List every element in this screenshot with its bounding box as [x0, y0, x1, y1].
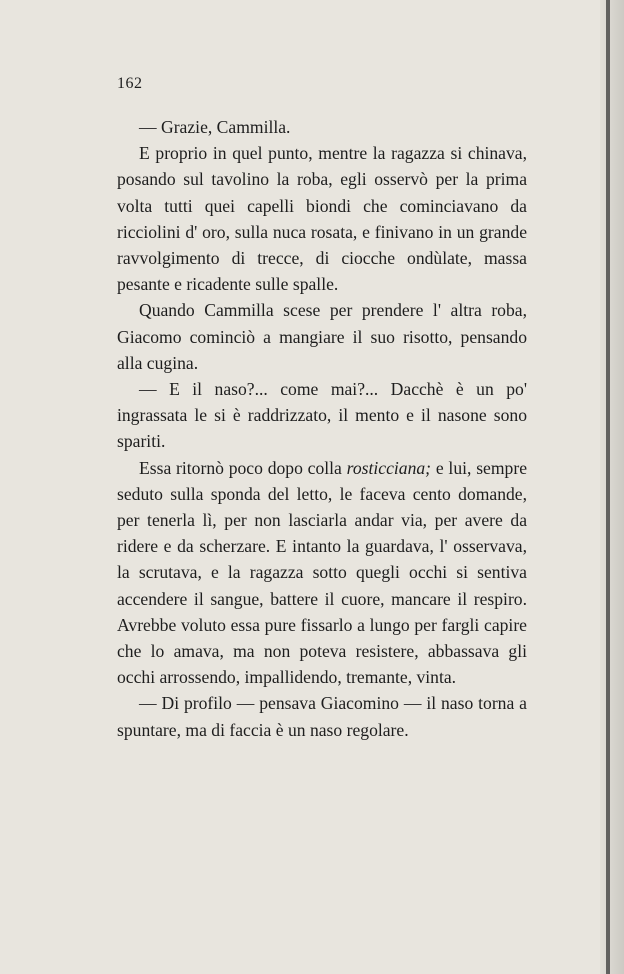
paragraph-1: — Grazie, Cammilla. — [139, 117, 291, 137]
paragraph-5-rest: e lui, sempre seduto sulla sponda del letto, le faceva cento domande, per tenerla lì, per non lasciarla andar via, per avere da ridere e da scherzare. E intanto la guardava, l' osservava, la scrutava, e la ragazza sotto quegli occhi si sentiva accendere il sangue, battere il cuore, mancare il respiro. Avrebbe voluto essa pure fissarlo a lungo per fargli capire che lo amava, ma non poteva resistere, abbassava gli occhi arrossendo, impallidendo, tremante, vinta. — [117, 457, 527, 688]
body-text — [117, 114, 527, 743]
spine-shadow — [600, 0, 624, 974]
italic-word: rosticciana; — [346, 457, 432, 478]
paragraph-4: — E il naso?... come mai?... Dacchè è un po' ingrassata le si è raddrizzato, il mento e il nasone sono spariti. — [117, 379, 527, 452]
page-number: 162 — [117, 75, 143, 92]
spine-edge — [606, 0, 610, 974]
paragraph-2: E proprio in quel punto, mentre la ragazza si chinava, posando sul tavolino la roba, egli osservò per la prima volta tutti quei capelli biondi che cominciavano da ricciolini d' oro, sulla nuca rosata, e finivano in un grande ravvolgimento di trecce, di ciocche ondùlate, massa pesante e ricadente sulle spalle. — [117, 143, 527, 295]
paragraph-5 — [117, 455, 527, 691]
paragraph-5-lead: Essa ritornò poco dopo colla — [139, 457, 347, 478]
paragraph-6: — Di profilo — pensava Giacomino — il naso torna a spuntare, ma di faccia è un naso regolare. — [117, 693, 527, 740]
paragraph-3: Quando Cammilla scese per prendere l' altra roba, Giacomo cominciò a mangiare il suo risotto, pensando alla cugina. — [117, 300, 527, 373]
